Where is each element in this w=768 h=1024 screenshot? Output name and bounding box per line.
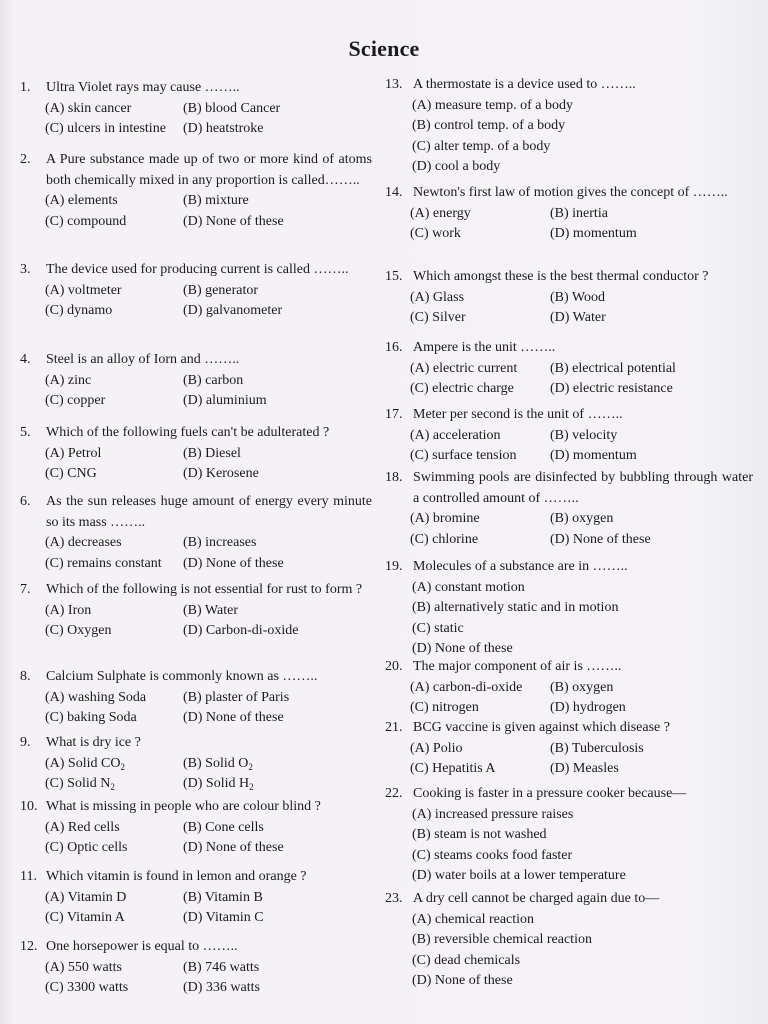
options-row (385, 359, 753, 380)
option-d: (D) momentum (550, 448, 637, 463)
option-a: (A) bromine (410, 511, 480, 526)
question-number: 16. (385, 340, 403, 355)
question-text: As the sun releases huge amount of energy every minute so its mass …….. (46, 494, 372, 530)
options-row (20, 464, 372, 485)
question-number: 3. (20, 262, 31, 277)
options-row (385, 446, 753, 467)
option-b: (B) oxygen (550, 511, 614, 526)
option-a: (A) voltmeter (45, 282, 122, 298)
question-text: What is missing in people who are colour blind ? (46, 799, 321, 814)
options-row (20, 888, 372, 909)
option-a: (A) Solid $CO_2$ (45, 755, 125, 772)
question-16 (385, 338, 753, 400)
question-number: 5. (20, 425, 31, 440)
option-d: (D) Kerosene (183, 466, 259, 481)
question-17 (385, 405, 753, 467)
option-a: (A) elements (45, 193, 118, 208)
question-9 (20, 733, 372, 795)
question-number: 17. (385, 407, 403, 422)
question-stem (385, 557, 753, 578)
options-row (20, 818, 372, 839)
options-row (20, 391, 372, 412)
option-d: (D) Solid $H_2$ (183, 776, 254, 792)
option-d: (D) Carbon-di-oxide (183, 623, 299, 638)
question-20 (385, 657, 753, 719)
option-d: (D) None of these (183, 710, 284, 725)
options-row (385, 739, 753, 760)
option-a: (A) Glass (410, 289, 465, 305)
options-list (385, 578, 753, 660)
option-d: (D) None of these (412, 641, 513, 656)
option-d: (D) None of these (183, 213, 284, 229)
question-stem (385, 75, 753, 96)
question-number: 9. (20, 735, 31, 750)
question-14 (385, 183, 753, 245)
question-text: One horsepower is equal to …….. (46, 939, 238, 954)
option-a: (A) Iron (45, 602, 92, 618)
option-a: (A) constant motion (412, 579, 525, 595)
question-number: 23. (385, 891, 403, 906)
question-stem (385, 468, 753, 509)
options-row (385, 509, 753, 530)
option-a: (A) electric current (410, 360, 518, 376)
question-text: Which of the following fuels can't be adulterated ? (46, 425, 330, 440)
question-12 (20, 937, 372, 999)
question-stem (385, 267, 753, 288)
option-a: (A) Petrol (45, 445, 102, 461)
options-row (20, 119, 372, 140)
options-row (385, 759, 753, 780)
question-4 (20, 350, 372, 412)
question-number: 22. (385, 786, 403, 801)
option-c: (C) nitrogen (410, 700, 479, 715)
options-row (20, 708, 372, 729)
option-c: (C) Vitamin A (45, 910, 125, 925)
option-d: (D) None of these (550, 531, 651, 547)
question-2 (20, 150, 372, 232)
options-row (20, 958, 372, 979)
question-7 (20, 580, 372, 642)
option-a: (A) energy (410, 205, 471, 221)
question-stem (20, 867, 372, 888)
option-c: (C) baking Soda (45, 710, 137, 725)
question-stem (20, 150, 372, 191)
option-c: (C) dynamo (45, 303, 113, 318)
option-d: (D) aluminium (183, 393, 267, 408)
options-row (385, 204, 753, 225)
option-c: (C) copper (45, 393, 106, 408)
option-d: (D) hydrogen (550, 700, 626, 715)
option-a: (A) decreases (45, 535, 122, 550)
option-c: (C) ulcers in intestine (45, 121, 166, 136)
question-text: Which vitamin is found in lemon and orange ? (46, 869, 307, 884)
option-c: (C) electric charge (410, 381, 514, 396)
question-stem (20, 667, 372, 688)
option-a: (A) chemical reaction (412, 911, 535, 927)
option-b: (B) steam is not washed (412, 827, 547, 842)
question-number: 21. (385, 720, 403, 735)
option-b: (B) oxygen (550, 679, 614, 695)
question-number: 10. (20, 799, 38, 814)
option-b: (B) Wood (550, 289, 606, 305)
option-d: (D) electric resistance (550, 381, 673, 396)
options-row (20, 533, 372, 554)
option-b: (B) velocity (550, 427, 618, 443)
option-b: (B) generator (183, 282, 259, 298)
option-d: (D) water boils at a lower temperature (412, 868, 626, 883)
option-d: (D) momentum (550, 226, 637, 241)
option-a: (A) skin cancer (45, 100, 132, 116)
option-a: (A) 550 watts (45, 959, 122, 975)
option-b: (B) Diesel (183, 445, 241, 461)
options-row (20, 688, 372, 709)
question-stem (385, 657, 753, 678)
option-a: (A) carbon-di-oxide (410, 679, 523, 695)
question-text: Newton's first law of motion gives the concept of …….. (413, 185, 728, 200)
question-21 (385, 718, 753, 780)
question-text: Molecules of a substance are in …….. (413, 559, 628, 574)
option-d: (D) 336 watts (183, 980, 260, 995)
question-number: 11. (20, 869, 37, 884)
option-a: (A) zinc (45, 372, 92, 388)
question-text: The major component of air is …….. (413, 659, 622, 674)
option-c: (C) Solid $N_2$ (45, 776, 115, 792)
option-a: (A) washing Soda (45, 689, 147, 705)
option-c: (C) alter temp. of a body (412, 138, 551, 154)
options-row (20, 444, 372, 465)
options-row (20, 554, 372, 575)
option-c: (C) Hepatitis A (410, 761, 496, 776)
question-stem (20, 78, 372, 99)
option-d: (D) None of these (183, 555, 284, 571)
question-stem (20, 423, 372, 444)
options-row (385, 288, 753, 309)
question-text: Which of the following is not essential for rust to form ? (46, 582, 363, 597)
question-text: Ultra Violet rays may cause …….. (46, 80, 240, 95)
option-c: (C) compound (45, 213, 127, 229)
option-b: (B) blood Cancer (183, 100, 281, 116)
options-row (20, 99, 372, 120)
options-list (385, 805, 753, 887)
question-13 (385, 75, 753, 178)
question-18 (385, 468, 753, 550)
options-row (20, 301, 372, 322)
option-b: (B) alternatively static and in motion (412, 600, 619, 615)
option-a: (A) measure temp. of a body (412, 97, 573, 113)
options-row (385, 224, 753, 245)
options-row (385, 698, 753, 719)
option-c: (C) steams cooks food faster (412, 847, 573, 863)
question-stem (20, 937, 372, 958)
question-stem (20, 492, 372, 533)
question-stem (20, 260, 372, 281)
question-23 (385, 889, 753, 992)
option-c: (C) Optic cells (45, 840, 128, 855)
option-d: (D) Vitamin C (183, 910, 264, 925)
option-a: (A) Polio (410, 740, 463, 756)
question-stem (385, 784, 753, 805)
options-list (385, 96, 753, 178)
question-number: 18. (385, 470, 403, 485)
question-number: 7. (20, 582, 31, 597)
page-title: Science (348, 36, 420, 61)
options-row (385, 530, 753, 551)
option-b: (B) inertia (550, 205, 608, 221)
question-stem (385, 405, 753, 426)
question-6 (20, 492, 372, 574)
question-text: A dry cell cannot be charged again due to— (413, 891, 660, 906)
option-b: (B) Water (183, 602, 238, 618)
question-text: What is dry ice ? (46, 735, 141, 750)
option-b: (B) Vitamin B (183, 889, 263, 905)
options-row (20, 754, 372, 775)
option-c: (C) surface tension (410, 448, 517, 463)
option-c: (C) chlorine (410, 531, 479, 547)
question-stem (20, 350, 372, 371)
options-list (385, 910, 753, 992)
question-number: 6. (20, 494, 31, 509)
option-c: (C) Oxygen (45, 623, 112, 638)
option-b: (B) electrical potential (550, 360, 676, 376)
question-number: 19. (385, 559, 403, 574)
option-b: (B) carbon (183, 372, 244, 388)
question-text: Cooking is faster in a pressure cooker because— (413, 786, 687, 801)
options-row (385, 678, 753, 699)
option-c: (C) 3300 watts (45, 980, 129, 995)
question-text: Which amongst these is the best thermal conductor ? (413, 269, 709, 284)
question-text: BCG vaccine is given against which disease ? (413, 720, 670, 735)
question-5 (20, 423, 372, 485)
option-b: (B) reversible chemical reaction (412, 932, 592, 947)
question-text: Steel is an alloy of Iorn and …….. (46, 352, 240, 367)
question-number: 13. (385, 77, 403, 92)
option-c: (C) static (412, 620, 464, 636)
options-row (385, 426, 753, 447)
option-b: (B) 746 watts (183, 959, 260, 975)
question-stem (385, 338, 753, 359)
question-number: 20. (385, 659, 403, 674)
question-stem (385, 718, 753, 739)
options-row (20, 601, 372, 622)
option-a: (A) acceleration (410, 427, 501, 443)
option-b: (B) increases (183, 535, 257, 550)
question-3 (20, 260, 372, 322)
question-number: 2. (20, 152, 31, 167)
question-text: A Pure substance made up of two or more kind of atoms both chemically mixed in any proportion is called…….. (46, 152, 372, 188)
question-1 (20, 78, 372, 140)
option-d: (D) Water (550, 310, 606, 325)
option-b: (B) control temp. of a body (412, 118, 566, 133)
question-stem (20, 733, 372, 754)
options-row (385, 308, 753, 329)
option-b: (B) Tuberculosis (550, 740, 644, 756)
option-c: (C) remains constant (45, 555, 162, 571)
question-10 (20, 797, 372, 859)
option-a: (A) Vitamin D (45, 889, 127, 905)
question-number: 14. (385, 185, 403, 200)
options-row (20, 281, 372, 302)
question-number: 8. (20, 669, 31, 684)
option-c: (C) Silver (410, 310, 466, 325)
question-text: Swimming pools are disinfected by bubbling through water a controlled amount of …….. (413, 470, 753, 506)
question-8 (20, 667, 372, 729)
question-stem (385, 183, 753, 204)
options-row (20, 191, 372, 212)
question-text: The device used for producing current is called …….. (46, 262, 349, 277)
option-b: (B) Cone cells (183, 819, 264, 835)
options-row (20, 371, 372, 392)
options-row (20, 621, 372, 642)
option-d: (D) Measles (550, 761, 619, 776)
options-row (20, 774, 372, 795)
option-c: (C) dead chemicals (412, 952, 521, 968)
question-15 (385, 267, 753, 329)
option-d: (D) cool a body (412, 159, 501, 174)
option-c: (C) work (410, 226, 461, 241)
options-row (20, 838, 372, 859)
question-number: 4. (20, 352, 31, 367)
options-row (20, 978, 372, 999)
question-text: Calcium Sulphate is commonly known as …….. (46, 669, 318, 684)
options-row (385, 379, 753, 400)
option-a: (A) Red cells (45, 819, 120, 835)
option-d: (D) None of these (412, 973, 513, 988)
option-b: (B) mixture (183, 193, 249, 208)
question-text: Meter per second is the unit of …….. (413, 407, 623, 422)
option-b: (B) plaster of Paris (183, 689, 290, 705)
question-number: 12. (20, 939, 38, 954)
question-number: 15. (385, 269, 403, 284)
question-stem (20, 797, 372, 818)
option-b: (B) Solid $O_2$ (183, 755, 253, 772)
question-text: A thermostate is a device used to …….. (413, 77, 636, 92)
option-c: (C) CNG (45, 466, 97, 481)
question-text: Ampere is the unit …….. (413, 340, 556, 355)
option-d: (D) None of these (183, 840, 284, 855)
question-19 (385, 557, 753, 660)
options-row (20, 212, 372, 233)
option-a: (A) increased pressure raises (412, 806, 574, 822)
question-stem (385, 889, 753, 910)
option-d: (D) galvanometer (183, 303, 283, 318)
question-22 (385, 784, 753, 887)
option-d: (D) heatstroke (183, 121, 264, 136)
question-stem (20, 580, 372, 601)
options-row (20, 908, 372, 929)
question-11 (20, 867, 372, 929)
question-number: 1. (20, 80, 31, 95)
